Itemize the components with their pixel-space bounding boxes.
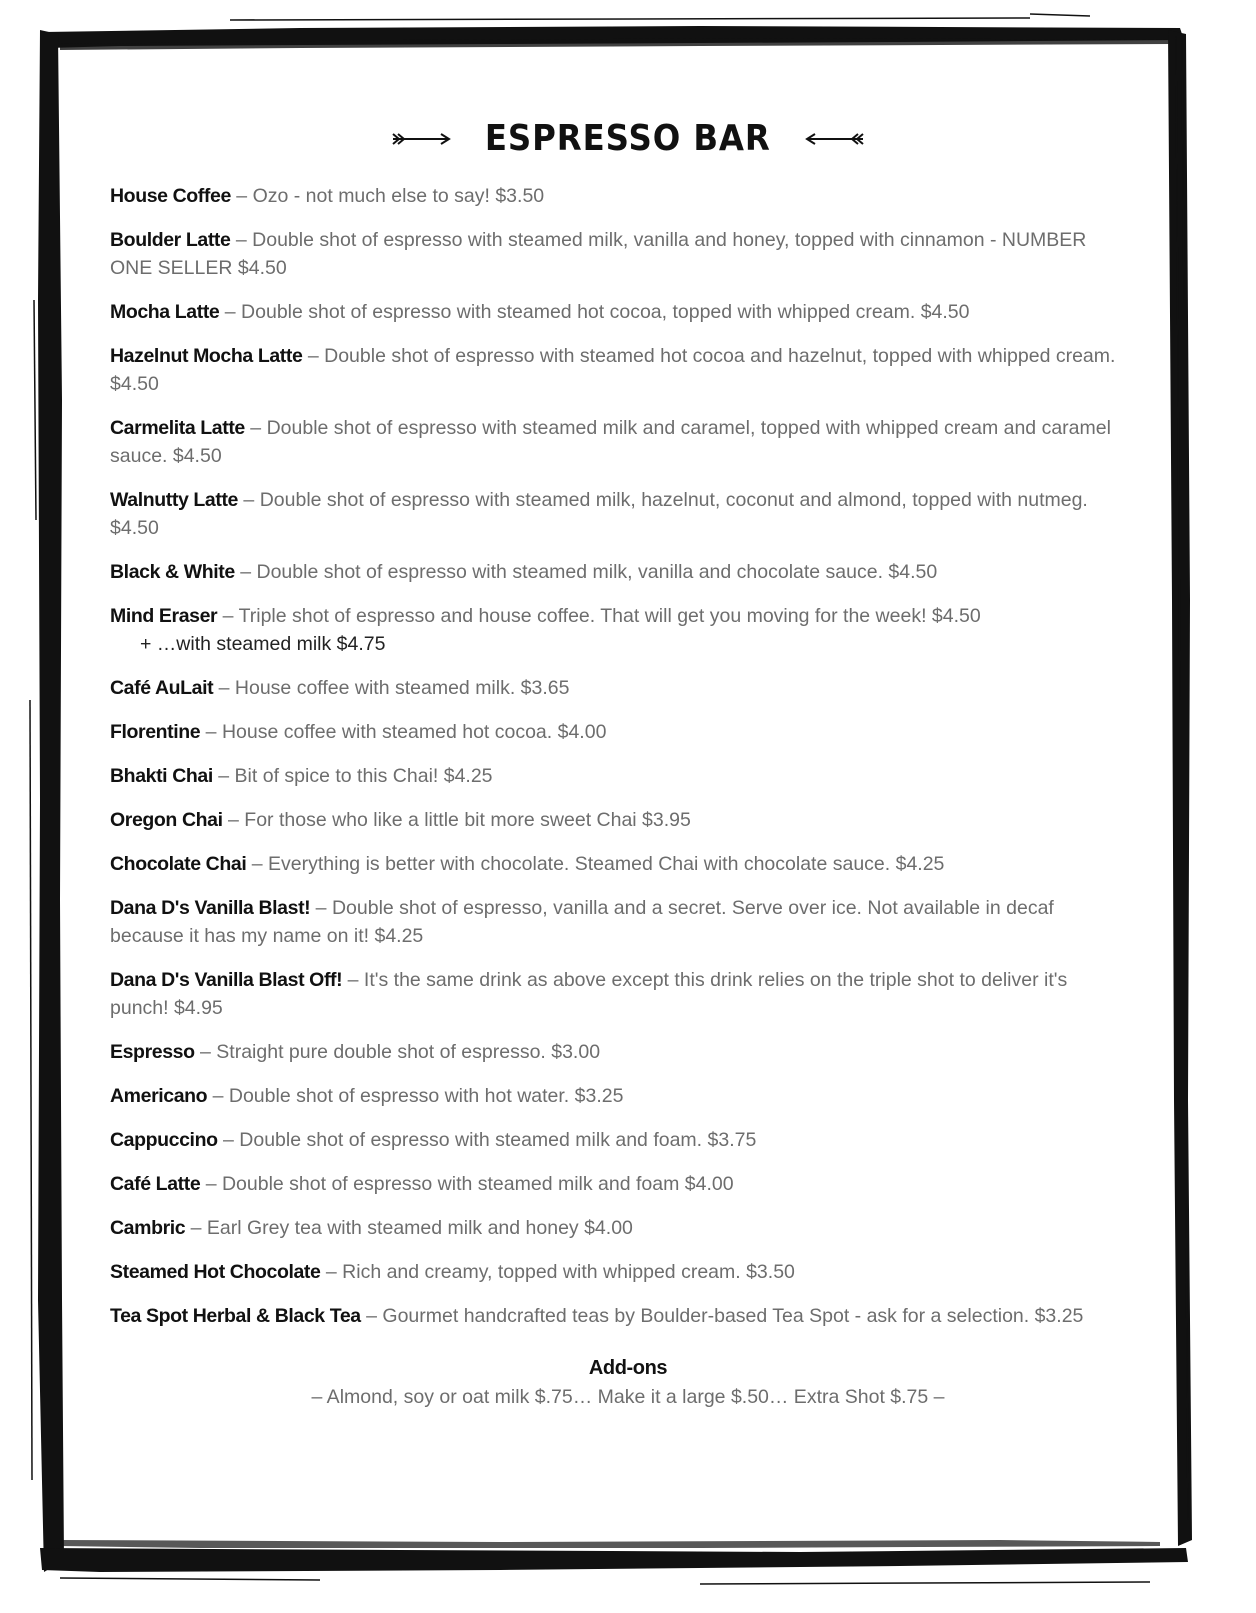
menu-item-name: Mind Eraser (110, 605, 218, 627)
menu-item (110, 182, 1125, 210)
menu-item (110, 674, 1125, 702)
menu-item (110, 966, 1125, 1022)
menu-item (110, 1126, 1125, 1154)
menu-item-name: Bhakti Chai (110, 765, 213, 787)
menu-item-description: – Triple shot of espresso and house coffee. That will get you moving for the week! $4.50 (217, 605, 981, 627)
menu-item (110, 1302, 1125, 1330)
menu-item-name: Mocha Latte (110, 301, 220, 323)
menu-item-description: – Straight pure double shot of espresso. $3.00 (194, 1041, 601, 1063)
menu-item (110, 894, 1125, 950)
menu-item-description: – House coffee with steamed hot cocoa. $4.00 (200, 721, 607, 743)
menu-item (110, 718, 1125, 746)
menu-item-name: Café AuLait (110, 677, 214, 699)
menu-item (110, 762, 1125, 790)
menu-item-name: Cambric (110, 1217, 186, 1239)
menu-item-name: Walnutty Latte (110, 489, 239, 511)
menu-item (110, 1258, 1125, 1286)
menu-item-description: – Double shot of espresso, vanilla and a secret. Serve over ice. Not available in decaf because it has my name on it! $4.25 (110, 897, 1054, 947)
menu-item-description: – House coffee with steamed milk. $3.65 (213, 677, 570, 699)
menu-item-description: – Bit of spice to this Chai! $4.25 (212, 765, 493, 787)
menu-item-description: – Earl Grey tea with steamed milk and honey $4.00 (185, 1217, 633, 1239)
menu-list (110, 182, 1125, 1346)
menu-item-name: Tea Spot Herbal & Black Tea (110, 1305, 361, 1327)
menu-item-name: Florentine (110, 721, 201, 743)
menu-item-description: – Ozo - not much else to say! $3.50 (230, 185, 545, 207)
menu-item (110, 298, 1125, 326)
page-title: ESPRESSO BAR (485, 118, 771, 159)
addons-title: Add-ons (588, 1357, 668, 1379)
menu-item (110, 1082, 1125, 1110)
menu-item (110, 226, 1125, 282)
menu-item-name: Espresso (110, 1041, 195, 1063)
menu-item-description: – Everything is better with chocolate. Steamed Chai with chocolate sauce. $4.25 (246, 853, 945, 875)
menu-item-name: Chocolate Chai (110, 853, 247, 875)
menu-item-option: + …with steamed milk $4.75 (140, 633, 386, 655)
arrow-left-icon (801, 131, 865, 147)
menu-item-description: – Double shot of espresso with steamed milk and caramel, topped with whipped cream and caramel sauce. $4.50 (110, 417, 1111, 467)
menu-item-description: – For those who like a little bit more sweet Chai $3.95 (222, 809, 691, 831)
menu-item-name: Dana D's Vanilla Blast Off! (110, 969, 343, 991)
menu-item (110, 602, 1125, 658)
menu-item-name: Carmelita Latte (110, 417, 245, 439)
menu-item (110, 1038, 1125, 1066)
menu-item-description: – Double shot of espresso with hot water. $3.25 (207, 1085, 624, 1107)
title-row (0, 118, 1256, 159)
menu-item-description: – Double shot of espresso with steamed milk, vanilla and honey, topped with cinnamon - NUMBER ONE SELLER $4.50 (110, 229, 1087, 279)
addons-text: – Almond, soy or oat milk $.75… Make it a large $.50… Extra Shot $.75 – (311, 1386, 945, 1408)
menu-item-description: – It's the same drink as above except this drink relies on the triple shot to deliver it's punch! $4.95 (110, 969, 1068, 1019)
menu-item-description: – Double shot of espresso with steamed milk and foam. $3.75 (217, 1129, 757, 1151)
menu-item (110, 1170, 1125, 1198)
arrow-right-icon (391, 131, 455, 147)
menu-item (110, 558, 1125, 586)
menu-item-description: – Rich and creamy, topped with whipped cream. $3.50 (320, 1261, 795, 1283)
menu-item (110, 486, 1125, 542)
menu-item-description: – Double shot of espresso with steamed hot cocoa and hazelnut, topped with whipped cream. $4.50 (110, 345, 1116, 395)
menu-item-name: Steamed Hot Chocolate (110, 1261, 321, 1283)
menu-item (110, 342, 1125, 398)
menu-item-description: – Gourmet handcrafted teas by Boulder-based Tea Spot - ask for a selection. $3.25 (360, 1305, 1084, 1327)
menu-item-description: – Double shot of espresso with steamed milk and foam $4.00 (200, 1173, 734, 1195)
menu-item-name: Oregon Chai (110, 809, 223, 831)
menu-item (110, 850, 1125, 878)
addons-section (0, 1354, 1256, 1412)
menu-item-name: Cappuccino (110, 1129, 218, 1151)
menu-item-name: Black & White (110, 561, 235, 583)
menu-item (110, 414, 1125, 470)
menu-item-name: Dana D's Vanilla Blast! (110, 897, 311, 919)
menu-item-name: Americano (110, 1085, 208, 1107)
menu-item-description: – Double shot of espresso with steamed milk, hazelnut, coconut and almond, topped with nutmeg. $4.50 (110, 489, 1088, 539)
menu-item (110, 806, 1125, 834)
menu-item-name: House Coffee (110, 185, 231, 207)
menu-item-description: – Double shot of espresso with steamed hot cocoa, topped with whipped cream. $4.50 (219, 301, 970, 323)
menu-item-description: – Double shot of espresso with steamed milk, vanilla and chocolate sauce. $4.50 (234, 561, 938, 583)
menu-item (110, 1214, 1125, 1242)
menu-item-name: Hazelnut Mocha Latte (110, 345, 303, 367)
menu-item-name: Café Latte (110, 1173, 201, 1195)
menu-item-name: Boulder Latte (110, 229, 231, 251)
